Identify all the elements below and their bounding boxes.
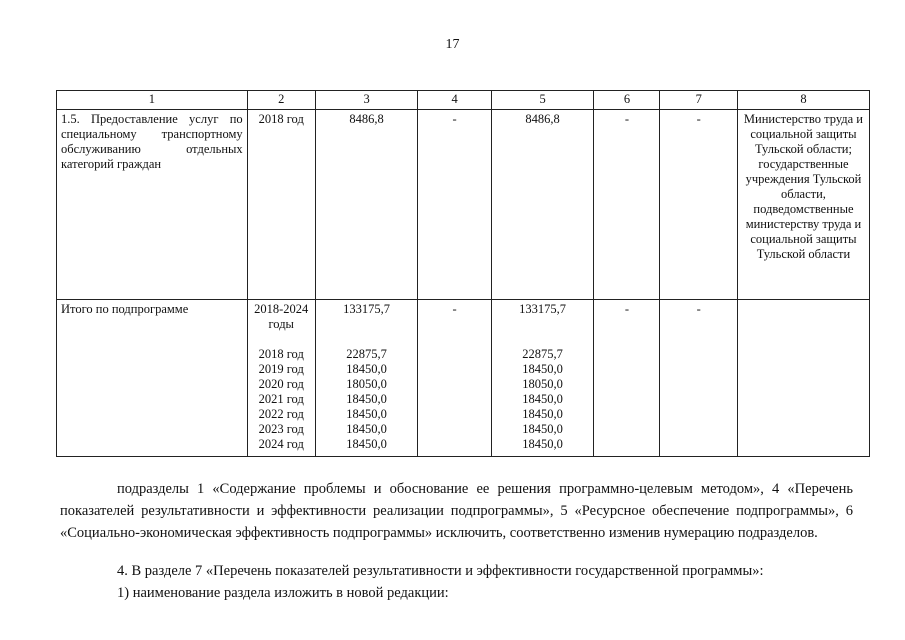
header-col-6: 6 [594,91,660,110]
row2-col5-value: 22875,7 [522,347,563,361]
page-number: 17 [445,37,460,52]
row2-col3-cell [315,300,418,457]
row2-col3-value: 18450,0 [346,422,387,436]
row2-col5-value: 18050,0 [522,377,563,391]
row1-col6: - [594,110,660,300]
row2-col5-cell [491,300,594,457]
header-col-5: 5 [491,91,594,110]
row2-year-item: 2018 год [258,347,304,361]
row2-year-item: 2022 год [258,407,304,421]
row2-col5-value: 18450,0 [522,362,563,376]
header-col-1: 1 [57,91,248,110]
row2-col6: - [594,300,660,457]
row2-col3-value: 22875,7 [346,347,387,361]
row1-col4: - [418,110,491,300]
table-header-row [57,91,870,110]
paragraph-item-1: 1) наименование раздела изложить в новой редакции: [117,584,449,601]
table-row [57,110,870,300]
budget-table [56,90,870,457]
row1-executor: Министерство труда и социальной защиты Тульской области; государственные учреждения Тульской области, подведомственные министерству труда и социальной защиты Тульской области [737,110,869,300]
row2-col3-value: 18050,0 [346,377,387,391]
row2-col5-value: 18450,0 [522,422,563,436]
header-col-7: 7 [660,91,738,110]
row1-col5: 8486,8 [491,110,594,300]
row2-year-item: 2021 год [258,392,304,406]
row1-col7: - [660,110,738,300]
header-col-3: 3 [315,91,418,110]
row1-year: 2018 год [247,110,315,300]
row2-year-item: 2024 год [258,437,304,451]
row2-col3-value: 18450,0 [346,407,387,421]
row1-total: 8486,8 [315,110,418,300]
header-col-8: 8 [737,91,869,110]
header-col-4: 4 [418,91,491,110]
row2-col5-value: 18450,0 [522,407,563,421]
row2-years-cell [247,300,315,457]
row2-col3-value: 18450,0 [346,437,387,451]
row2-year-item: 2020 год [258,377,304,391]
row2-col5-total: 133175,7 [519,302,567,316]
row2-executor [737,300,869,457]
paragraph-section-7: 4. В разделе 7 «Перечень показателей результативности и эффективности государственной программы»: [117,562,764,579]
header-col-2: 2 [247,91,315,110]
row2-year-item: 2019 год [258,362,304,376]
row2-col4: - [418,300,491,457]
row2-total: 133175,7 [343,302,391,316]
row2-col5-value: 18450,0 [522,437,563,451]
row2-period: 2018-2024 годы [254,302,309,331]
row2-col5-value: 18450,0 [522,392,563,406]
row2-col3-value: 18450,0 [346,362,387,376]
paragraph-subsections: подразделы 1 «Содержание проблемы и обоснование ее решения программно-целевым методом», 4 «Перечень показателей результативности и эффективности реализации подпрограммы», 5 «Ресурсное обеспечение подпрограммы», 6 «Социально-экономическая эффективность подпрограммы» исключить, соответственно изменив нумерацию подразделов. [60,480,853,541]
table-row [57,300,870,457]
row2-year-item: 2023 год [258,422,304,436]
row1-name: 1.5. Предоставление услуг по специальному транспортному обслуживанию отдельных категорий граждан [57,110,248,300]
row2-col7: - [660,300,738,457]
row2-name: Итого по подпрограмме [57,300,248,457]
row2-col3-value: 18450,0 [346,392,387,406]
